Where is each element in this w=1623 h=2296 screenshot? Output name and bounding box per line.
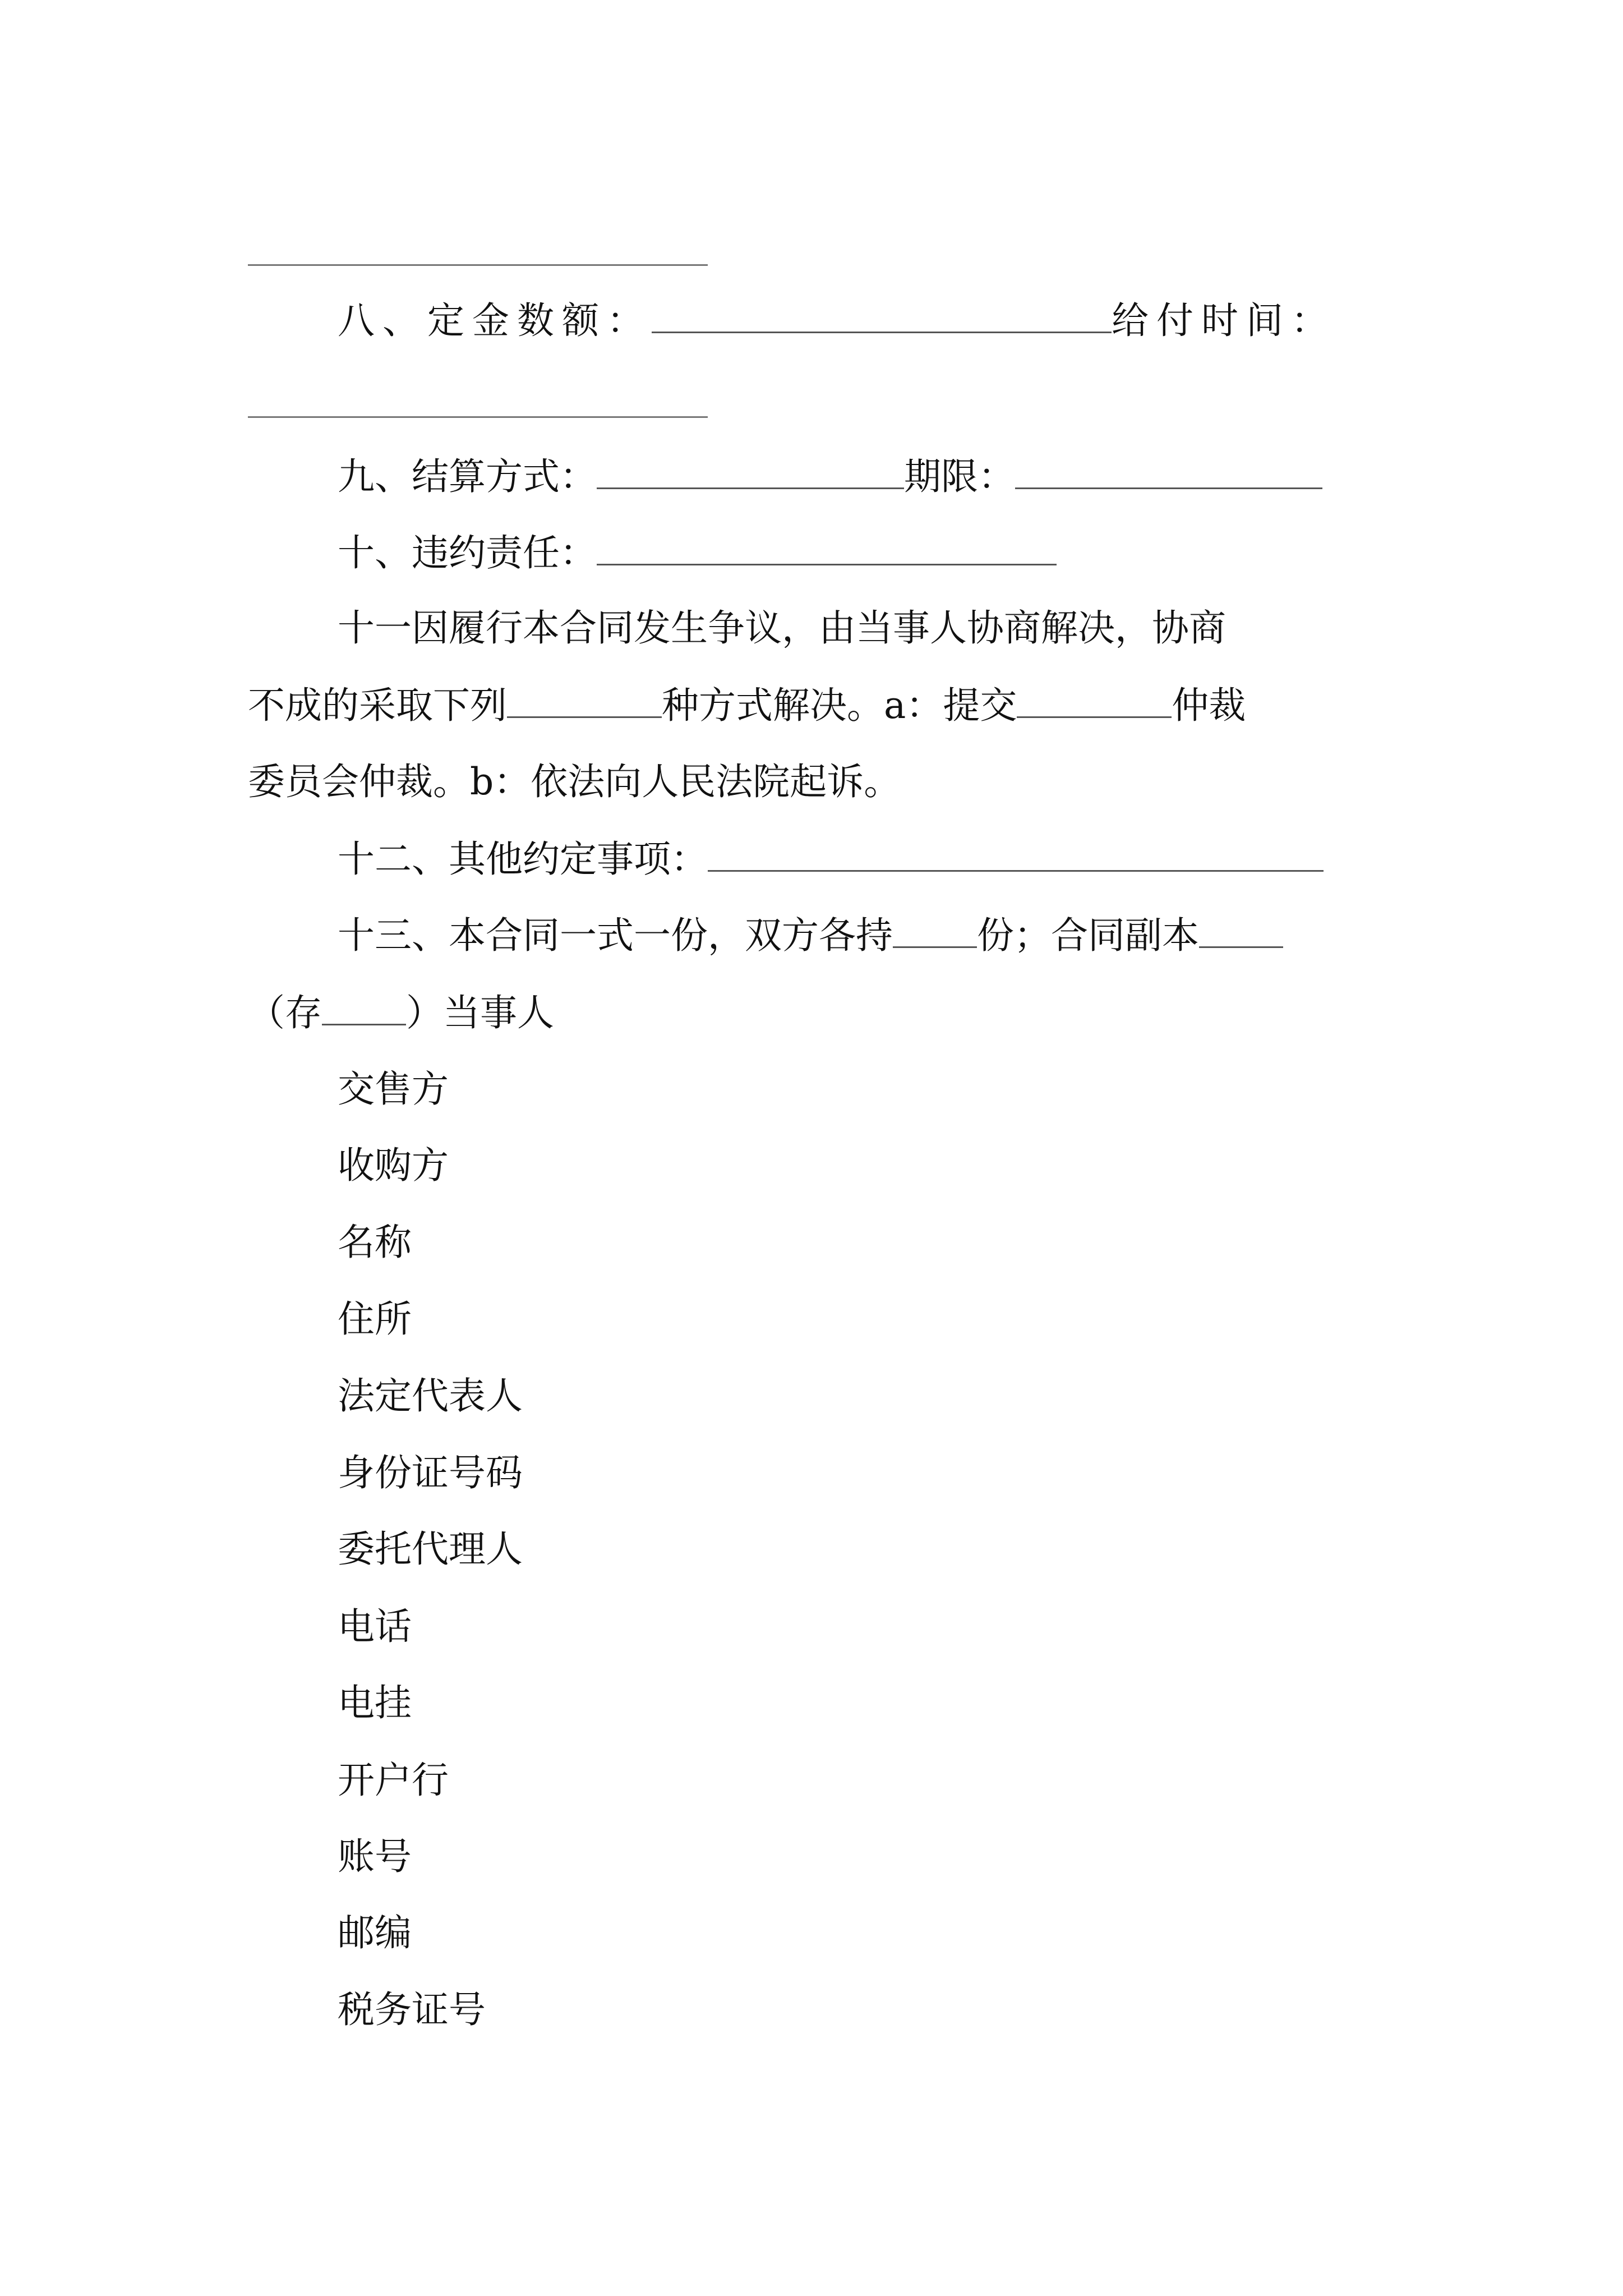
duplicate-count-blank[interactable] [1199, 915, 1283, 948]
dispute-text-2b: 种方式解决。a：提交 [662, 684, 1017, 727]
copies-clause-line-1 [248, 913, 1476, 958]
field-buyer: 收购方 [338, 1144, 449, 1187]
liability-clause [248, 531, 1476, 576]
dispute-clause-line-2 [248, 683, 1386, 728]
payment-time-blank[interactable] [248, 416, 708, 418]
top-blank-line [248, 264, 708, 266]
deposit-amount-label: 八、定金数额： [338, 299, 652, 342]
settlement-method-label: 九、结算方式： [338, 455, 597, 498]
field-id-number: 身份证号码 [338, 1451, 523, 1494]
copies-text-1a: 十三、本合同一式一份，双方各持 [338, 914, 893, 957]
field-bank: 开户行 [338, 1759, 449, 1802]
field-phone: 电话 [338, 1605, 412, 1648]
dispute-clause-line-3 [248, 760, 1386, 804]
field-tax-id: 税务证号 [338, 1988, 486, 2031]
settlement-method-blank[interactable] [597, 456, 904, 489]
liability-label: 十、违约责任： [338, 531, 597, 574]
field-seller: 交售方 [338, 1068, 449, 1111]
field-agent: 委托代理人 [338, 1527, 523, 1571]
other-terms-clause [248, 837, 1476, 882]
stored-blank[interactable] [322, 992, 406, 1025]
deposit-amount-blank[interactable] [652, 300, 1112, 333]
settlement-clause [248, 454, 1476, 499]
field-legal-representative: 法定代表人 [338, 1374, 523, 1418]
copies-text-2b: ）当事人 [406, 991, 554, 1034]
dispute-text-3: 委员会仲裁。b：依法向人民法院起诉。 [248, 760, 901, 803]
copies-text-2a: （存 [248, 991, 322, 1034]
field-name: 名称 [338, 1221, 412, 1264]
dispute-method-blank[interactable] [507, 685, 662, 718]
dispute-text-2c: 仲裁 [1172, 684, 1246, 727]
deposit-clause [248, 298, 1476, 343]
field-cable: 电挂 [338, 1681, 412, 1724]
liability-blank[interactable] [597, 532, 1057, 565]
field-address: 住所 [338, 1297, 412, 1341]
dispute-text-2a: 不成的采取下列 [248, 684, 507, 727]
field-postcode: 邮编 [338, 1911, 412, 1954]
copies-text-1b: 份；合同副本 [977, 914, 1199, 957]
dispute-text-1: 十一因履行本合同发生争议，由当事人协商解决，协商 [338, 606, 1226, 650]
copies-held-blank[interactable] [893, 915, 977, 948]
arbitration-committee-blank[interactable] [1017, 685, 1172, 718]
deadline-blank[interactable] [1015, 456, 1322, 489]
payment-time-label: 给付时间： [1112, 299, 1336, 342]
dispute-clause-line-1 [248, 606, 1476, 651]
copies-clause-line-2 [248, 991, 1386, 1036]
deadline-label: 期限： [904, 455, 1015, 498]
field-account: 账号 [338, 1835, 412, 1878]
other-terms-label: 十二、其他约定事项： [338, 838, 708, 881]
other-terms-blank[interactable] [708, 839, 1324, 872]
